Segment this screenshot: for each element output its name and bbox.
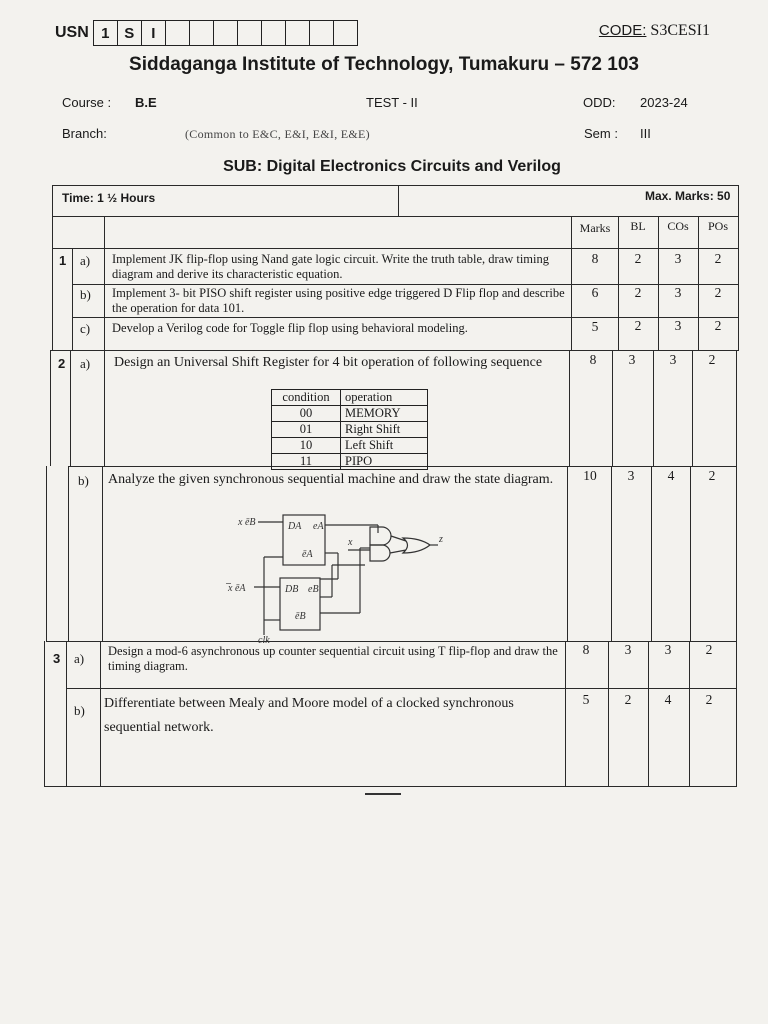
table-row: [272, 406, 428, 422]
bl-value: 3: [627, 468, 635, 483]
condition-cell: 00: [272, 406, 341, 422]
institute-title: Siddaganga Institute of Technology, Tumakuru – 572 103: [129, 54, 639, 75]
co-value: 3: [664, 642, 672, 657]
co-value: 3: [674, 285, 682, 300]
marks-value: 5: [591, 319, 599, 334]
usn-box: 1: [93, 21, 117, 45]
operation-cell: PIPO: [341, 454, 428, 470]
column-header-marks: Marks: [579, 221, 611, 235]
usn-boxes: [93, 20, 358, 46]
usn-box: [261, 21, 285, 45]
question-text: Analyze the given synchronous sequential machine and draw the state diagram.: [108, 472, 554, 487]
usn-box: [165, 21, 189, 45]
code-value: S3CESI1: [650, 22, 710, 39]
table-row: [272, 438, 428, 454]
question-text: Develop a Verilog code for Toggle flip flop using behavioral modeling.: [112, 321, 468, 335]
question-number: 1: [59, 253, 67, 268]
operation-cell: MEMORY: [341, 406, 428, 422]
bl-value: 2: [624, 692, 632, 707]
po-value: 2: [708, 352, 716, 367]
usn-box: I: [141, 21, 165, 45]
po-value: 2: [708, 468, 716, 483]
sem-value: III: [640, 126, 651, 141]
usn-box: [285, 21, 309, 45]
term-value: 2023-24: [640, 95, 688, 110]
co-value: 4: [667, 468, 675, 483]
table-row: [272, 454, 428, 470]
marks-value: 8: [591, 251, 599, 266]
end-divider: [365, 793, 401, 795]
marks-value: 8: [582, 642, 590, 657]
co-value: 3: [674, 251, 682, 266]
po-value: 2: [714, 318, 722, 333]
code-label: CODE:: [598, 22, 647, 39]
output-label: z: [439, 534, 443, 545]
operation-cell: Left Shift: [341, 438, 428, 454]
question-part: a): [80, 356, 91, 371]
ff-b-q-label: eB: [308, 584, 319, 595]
question-part: a): [74, 651, 85, 666]
table-row: [272, 422, 428, 438]
branch-label: Branch:: [62, 126, 107, 141]
usn-box: S: [117, 21, 141, 45]
marks-value: 6: [591, 285, 599, 300]
and-gate: [370, 527, 391, 545]
question-part: b): [74, 703, 85, 718]
question-part: b): [80, 287, 91, 302]
question-part: a): [80, 253, 91, 268]
marks-value: 5: [582, 692, 590, 707]
ff-b-qbar-label: ēB: [295, 611, 306, 622]
column-header-pos: POs: [707, 219, 728, 233]
question-text: Implement 3- bit PISO shift register using positive edge triggered D Flip flop and describe the operation for data 101.: [112, 286, 565, 315]
clock-label: clk: [258, 635, 270, 645]
and-gate: [370, 545, 390, 561]
bl-value: 2: [634, 251, 642, 266]
header-condition: condition: [272, 390, 341, 406]
question-number: 3: [53, 651, 61, 666]
sequential-circuit-diagram: [220, 505, 460, 645]
co-value: 3: [674, 318, 682, 333]
question-text: Differentiate between Mealy and Moore model of a clocked synchronous sequential network.: [104, 696, 514, 735]
bl-value: 2: [634, 285, 642, 300]
course-label: Course :: [62, 95, 112, 110]
term-label: ODD:: [583, 95, 616, 110]
question-part: b): [78, 473, 89, 488]
sem-label: Sem :: [584, 126, 618, 141]
po-value: 2: [714, 285, 722, 300]
usn-box: [333, 21, 358, 45]
po-value: 2: [705, 692, 713, 707]
ff-a-q-label: eA: [313, 521, 324, 532]
co-value: 4: [664, 692, 672, 707]
marks-value: 8: [589, 352, 597, 367]
course-value: B.E: [135, 95, 157, 110]
condition-cell: 01: [272, 422, 341, 438]
question-text: Implement JK flip-flop using Nand gate logic circuit. Write the truth table, draw timing diagram and derive its characteristic equation.: [112, 252, 550, 281]
ff-a-qbar-label: ēA: [302, 549, 313, 560]
bl-value: 2: [634, 318, 642, 333]
time-allowed: Time: 1 ½ Hours: [62, 191, 156, 205]
test-label: TEST - II: [366, 95, 418, 110]
usn-box: [213, 21, 237, 45]
bl-value: 3: [624, 642, 632, 657]
ff-a-d-label: DA: [288, 521, 302, 532]
usn-box: [237, 21, 261, 45]
po-value: 2: [714, 251, 722, 266]
usn-field: [55, 20, 358, 46]
bl-value: 3: [628, 352, 636, 367]
gate-input-x-label: x: [348, 537, 353, 548]
column-header-cos: COs: [667, 219, 689, 233]
question-text: Design an Universal Shift Register for 4 bit operation of following sequence: [114, 355, 543, 370]
marks-value: 10: [583, 468, 597, 483]
ff-b-d-label: DB: [285, 584, 299, 595]
po-value: 2: [705, 642, 713, 657]
input-label-1: x ēB: [238, 517, 256, 528]
operation-cell: Right Shift: [341, 422, 428, 438]
input-label-2: ̅x ēA: [228, 583, 246, 594]
condition-cell: 10: [272, 438, 341, 454]
branch-value: (Common to E&C, E&I, E&I, E&E): [185, 127, 370, 141]
usn-label: USN: [55, 24, 89, 41]
or-gate: [403, 538, 430, 553]
operation-table-header: [272, 390, 428, 406]
column-header-bl: BL: [630, 219, 646, 233]
paper-code: [599, 22, 710, 40]
max-marks: Max. Marks: 50: [645, 189, 731, 203]
usn-box: [189, 21, 213, 45]
condition-cell: 11: [272, 454, 341, 470]
usn-box: [309, 21, 333, 45]
operation-table: [271, 389, 428, 470]
question-part: c): [80, 321, 91, 336]
question-text: Design a mod-6 asynchronous up counter sequential circuit using T flip-flop and draw the timing diagram.: [108, 644, 558, 673]
subject-title: SUB: Digital Electronics Circuits and Verilog: [223, 158, 561, 175]
co-value: 3: [669, 352, 677, 367]
question-number: 2: [58, 356, 66, 371]
header-operation: operation: [341, 390, 428, 406]
